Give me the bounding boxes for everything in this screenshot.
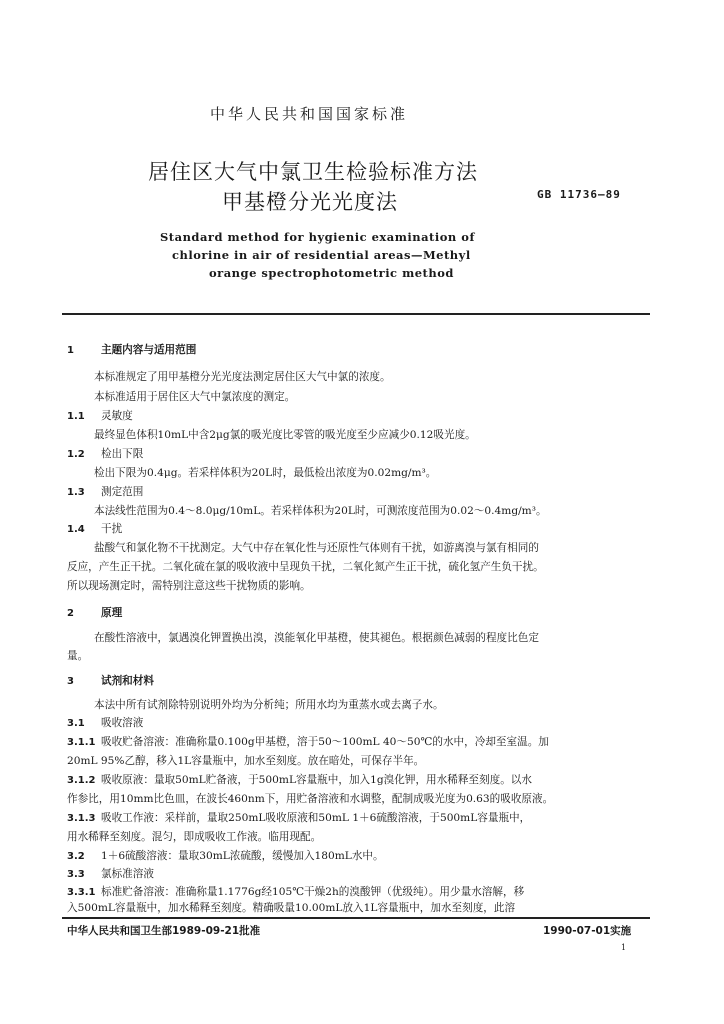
paragraph-line: 所以现场测定时，需特别注意这些干扰物质的影响。	[67, 580, 311, 592]
section-2-heading	[67, 603, 655, 624]
paragraph: 最终显色体积10mL中含2μg氯的吸光度比零管的吸光度至少应减少0.12吸光度。	[94, 429, 476, 441]
title-line-2: 甲基橙分光光度法	[222, 190, 398, 214]
paragraph: 本法中所有试剂除特别说明外均为分析纯；所用水均为重蒸水或去离子水。	[94, 699, 444, 711]
effective-date: 1990-07-01实施	[543, 925, 632, 937]
section-1-heading	[67, 340, 655, 361]
standard-code: GB 11736—89	[537, 188, 621, 201]
section-number: 2	[67, 608, 74, 619]
section-number: 3.3	[67, 869, 85, 880]
paragraph: 检出下限为0.4μg。若采样体积为20L时，最低检出浓度为0.02mg/m³。	[94, 467, 437, 479]
section-title: 检出下限	[101, 448, 144, 460]
section-title: 原理	[101, 607, 123, 619]
paragraph-line: 在酸性溶液中，氯遇溴化钾置换出溴，溴能氧化甲基橙，使其褪色。根据颜色减弱的程度比色定	[94, 632, 539, 644]
paragraph: 本标准规定了用甲基橙分光光度法测定居住区大气中氯的浓度。	[94, 371, 391, 383]
page-number: 1	[621, 943, 627, 952]
section-number: 1.4	[67, 524, 85, 535]
paragraph: 本法线性范围为0.4～8.0μg/10mL。若采样体积为20L时，可测浓度范围为0.02～0.4mg/m³。	[94, 505, 547, 517]
paragraph-line: 入500mL容量瓶中，加水稀释至刻度。精确吸量10.00mL放入1L容量瓶中，加水至刻度，此溶	[67, 902, 516, 914]
english-title-line-2: chlorine in air of residential areas—Methyl	[172, 248, 471, 262]
section-title: 主题内容与适用范围	[101, 344, 197, 356]
section-title: 干扰	[101, 523, 123, 535]
paragraph-line	[67, 808, 655, 829]
section-number: 3.3.1	[67, 887, 96, 898]
section-number: 1.3	[67, 487, 85, 498]
section-title: 试剂和材料	[101, 675, 154, 687]
paragraph-line: 20mL 95%乙醇，移入1L容量瓶中，加水至刻度。放在暗处，可保存半年。	[67, 755, 425, 767]
paragraph-line: 盐酸气和氯化物不干扰测定。大气中存在氧化性与还原性气体则有干扰，如游离溴与氯有相同的	[94, 542, 539, 554]
paragraph-text: 标准贮备溶液：准确称量1.1776g经105℃干燥2h的溴酸钾（优级纯）。用少量水溶解，移	[101, 886, 525, 898]
header-rule	[62, 313, 650, 315]
subsection-1-1-heading	[67, 406, 655, 427]
section-3-heading	[67, 671, 655, 692]
subsection-3-1-heading	[67, 713, 655, 734]
english-title-line-3: orange spectrophotometric method	[209, 266, 454, 280]
section-title: 测定范围	[101, 486, 144, 498]
approval-note: 中华人民共和国卫生部1989-09-21批准	[67, 925, 261, 937]
national-standard-label: 中华人民共和国国家标准	[210, 105, 409, 123]
section-title: 灵敏度	[101, 410, 133, 422]
paragraph-line: 用水稀释至刻度。混匀，即成吸收工作液。临用现配。	[67, 831, 322, 843]
section-number: 1.2	[67, 449, 85, 460]
paragraph-text: 1＋6硫酸溶液：量取30mL浓硫酸，缓慢加入180mL水中。	[101, 850, 384, 862]
section-number: 1.1	[67, 411, 85, 422]
subsection-1-3-heading	[67, 482, 655, 503]
subsection-1-4-heading	[67, 519, 655, 540]
paragraph-text: 吸收工作液：采样前，量取250mL吸收原液和50mL 1＋6硫酸溶液，于500mL容量瓶中，	[101, 812, 531, 824]
section-number: 1	[67, 345, 74, 356]
section-number: 3.1.1	[67, 737, 96, 748]
paragraph-line: 量。	[67, 650, 89, 662]
paragraph-line: 作参比，用10mm比色皿，在波长460nm下，用贮备溶液和水调整，配制成吸光度为0.63的吸收原液。	[67, 793, 554, 805]
section-title: 吸收溶液	[101, 717, 144, 729]
paragraph-line: 反应，产生正干扰。二氧化硫在氯的吸收液中呈现负干扰，二氧化氮产生正干扰，硫化氢产生负干扰。	[67, 561, 544, 573]
paragraph-text: 吸收原液：量取50mL贮备液，于500mL容量瓶中，加入1g溴化钾，用水稀释至刻度。以水	[101, 774, 532, 786]
paragraph-text: 吸收贮备溶液：准确称量0.100g甲基橙，溶于50～100mL 40～50℃的水中，冷却至室温。加	[101, 736, 549, 748]
footer-rule	[62, 917, 650, 919]
title-line-1: 居住区大气中氯卫生检验标准方法	[148, 160, 478, 184]
section-title: 氯标准溶液	[101, 868, 154, 880]
paragraph-line	[67, 770, 655, 791]
section-number: 3.1	[67, 718, 85, 729]
section-number: 3.1.2	[67, 775, 96, 786]
subsection-1-2-heading	[67, 444, 655, 465]
english-title-line-1: Standard method for hygienic examination of	[160, 230, 475, 244]
section-number: 3.1.3	[67, 813, 96, 824]
section-number: 3.2	[67, 851, 85, 862]
paragraph-line	[67, 732, 655, 753]
section-number: 3	[67, 676, 74, 687]
paragraph: 本标准适用于居住区大气中氯浓度的测定。	[94, 391, 296, 403]
